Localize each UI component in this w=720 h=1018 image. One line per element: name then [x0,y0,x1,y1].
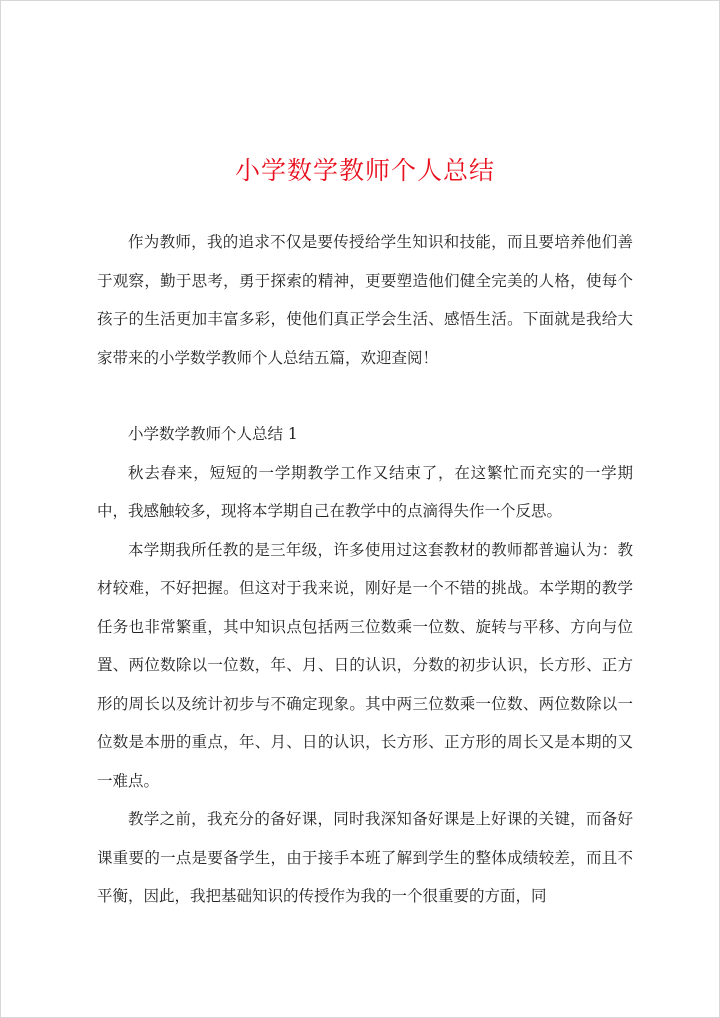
body-paragraph-2: 本学期我所任教的是三年级，许多使用过这套教材的教师都普遍认为：教材较难，不好把握。但这对于我来说，刚好是一个不错的挑战。本学期的教学任务也非常繁重，其中知识点包括两三位数乘一位数、旋转与平移、方向与位置、两位数除以一位数，年、月、日的认识，分数的初步认识，长方形、正方形的周长以及统计初步与不确定现象。其中两三位数乘一位数、两位数除以一位数是本册的重点，年、月、日的认识，长方形、正方形的周长又是本期的又一难点。 [97,540,633,790]
intro-paragraph: 作为教师，我的追求不仅是要传授给学生知识和技能，而且要培养他们善于观察，勤于思考，勇于探索的精神，更要塑造他们健全完美的人格，使每个孩子的生活更加丰富多彩，使他们真正学会生活、感悟生活。下面就是我给大家带来的小学数学教师个人总结五篇，欢迎查阅！ [97,233,633,367]
document-body [97,153,633,916]
section-heading: 小学数学教师个人总结 1 [128,425,298,443]
section-spacer [97,377,633,415]
document-title: 小学数学教师个人总结 [234,156,495,185]
body-paragraph-3: 教学之前，我充分的备好课，同时我深知备好课是上好课的关键，而备好课重要的一点是要备学生，由于接手本班了解到学生的整体成绩较差，而且不平衡，因此，我把基础知识的传授作为我的一个很重要的方面，同 [97,810,633,905]
body-paragraph-1: 秋去春来，短短的一学期教学工作又结束了，在这繁忙而充实的一学期中，我感触较多，现将本学期自己在教学中的点滴得失作一个反思。 [97,463,633,520]
